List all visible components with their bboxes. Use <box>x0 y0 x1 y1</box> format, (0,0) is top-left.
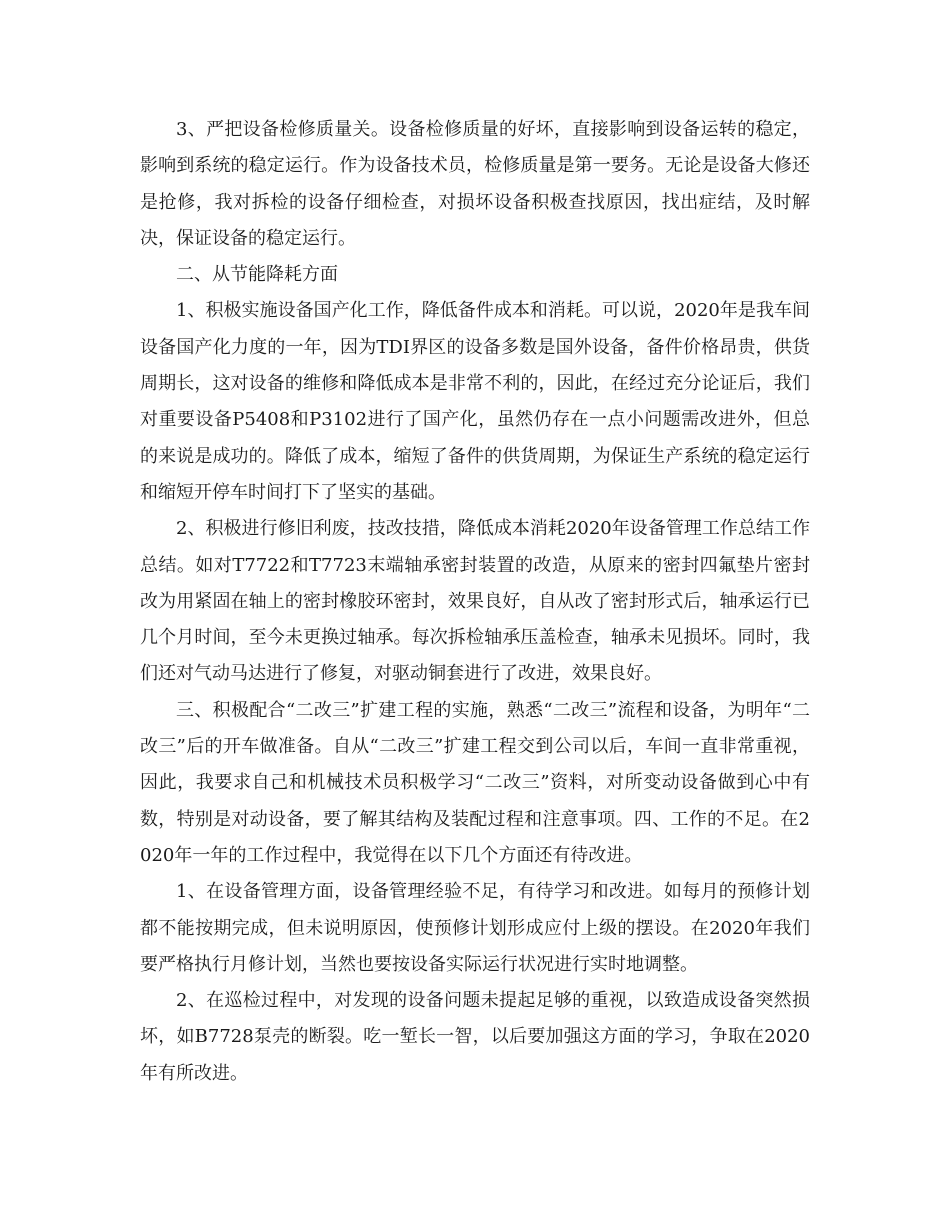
paragraph-renovation: 2、积极进行修旧利废，技改技措，降低成本消耗2020年设备管理工作总结工作总结。如对T7722和T7723末端轴承密封装置的改造，从原来的密封四氟垫片密封改为用紧固在轴上的密封橡胶环密封，效果良好，自从改了密封形式后，轴承运行已几个月时间，至今未更换过轴承。每次拆检轴承压盖检查，轴承未见损坏。同时，我们还对气动马达进行了修复，对驱动铜套进行了改进，效果良好。 <box>140 518 810 685</box>
paragraph-expansion-project: 三、积极配合“二改三”扩建工程的实施，熟悉“二改三”流程和设备，为明年“二改三”后的开车做准备。自从“二改三”扩建工程交到公司以后，车间一直非常重视，因此，我要求自己和机械技术员积极学习“二改三”资料，对所变动设备做到心中有数，特别是对动设备，要了解其结构及装配过程和注意事项。四、工作的不足。在2020年一年的工作过程中，我觉得在以下几个方面还有待改进。 <box>140 699 810 866</box>
paragraph-localization: 1、积极实施设备国产化工作，降低备件成本和消耗。可以说，2020年是我车间设备国产化力度的一年，因为TDI界区的设备多数是国外设备，备件价格昂贵，供货周期长，这对设备的维修和降低成本是非常不利的，因此，在经过充分论证后，我们对重要设备P5408和P3102进行了国产化，虽然仍存在一点小问题需改进外，但总的来说是成功的。降低了成本，缩短了备件的供货周期，为保证生产系统的稳定运行和缩短开停车时间打下了坚实的基础。 <box>140 300 810 503</box>
paragraph-management-shortcomings: 1、在设备管理方面，设备管理经验不足，有待学习和改进。如每月的预修计划都不能按期完成，但未说明原因，使预修计划形成应付上级的摆设。在2020年我们要严格执行月修计划，当然也要按设备实际运行状况进行实时地调整。 <box>140 881 810 975</box>
section-heading-energy-saving: 二、从节能降耗方面 <box>176 264 338 286</box>
document-body <box>140 112 810 1092</box>
paragraph-inspection-shortcomings: 2、在巡检过程中，对发现的设备问题未提起足够的重视，以致造成设备突然损坏，如B7728泵壳的断裂。吃一堑长一智，以后要加强这方面的学习，争取在2020年有所改进。 <box>140 990 810 1084</box>
paragraph-equipment-maintenance-quality: 3、严把设备检修质量关。设备检修质量的好坏，直接影响到设备运转的稳定，影响到系统的稳定运行。作为设备技术员，检修质量是第一要务。无论是设备大修还是抢修，我对拆检的设备仔细检查，对损坏设备积极查找原因，找出症结，及时解决，保证设备的稳定运行。 <box>140 119 810 249</box>
